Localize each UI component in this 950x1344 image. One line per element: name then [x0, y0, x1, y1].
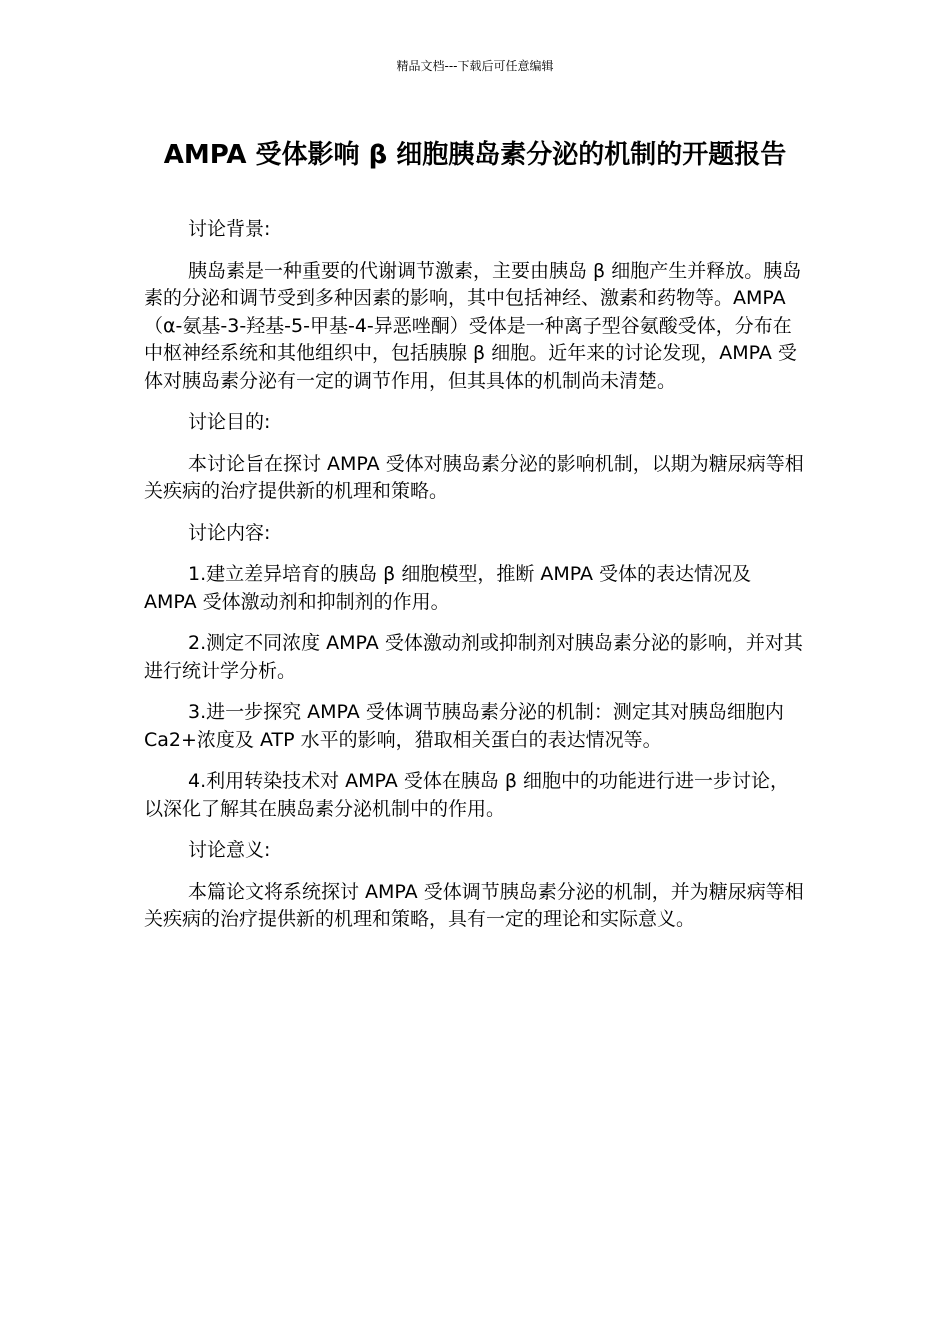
section-heading-content: 讨论内容:	[188, 521, 271, 544]
section-heading-purpose: 讨论目的:	[188, 411, 271, 433]
list-item-content-3: 3.进一步探究 AMPA 受体调节胰岛素分泌的机制：测定其对胰岛细胞内 Ca2+浓度及 ATP 水平的影响，猎取相关蛋白的表达情况等。	[144, 701, 784, 751]
section-heading-significance: 讨论意义:	[188, 839, 271, 861]
list-item-content-4: 4.利用转染技术对 AMPA 受体在胰岛 β 细胞中的功能进行进一步讨论，以深化了解其在胰岛素分泌机制中的作用。	[144, 770, 790, 820]
document-title: AMPA 受体影响 β 细胞胰岛素分泌的机制的开题报告	[163, 140, 787, 170]
list-item-content-2: 2.测定不同浓度 AMPA 受体激动剂或抑制剂对胰岛素分泌的影响，并对其进行统计学分析。	[144, 632, 803, 682]
paragraph-background: 胰岛素是一种重要的代谢调节激素，主要由胰岛 β 细胞产生并释放。胰岛素的分泌和调节受到多种因素的影响，其中包括神经、激素和药物等。AMPA（α-氨基-3-羟基-5-甲基-4-异恶唑酮）受体是一种离子型谷氨酸受体，分布在中枢神经系统和其他组织中，包括胰腺 β 细胞。近年来的讨论发现，AMPA 受体对胰岛素分泌有一定的调节作用，但其具体的机制尚未清楚。	[144, 259, 802, 392]
list-item-content-1: 1.建立差异培育的胰岛 β 细胞模型，推断 AMPA 受体的表达情况及 AMPA 受体激动剂和抑制剂的作用。	[144, 563, 752, 613]
paragraph-significance: 本篇论文将系统探讨 AMPA 受体调节胰岛素分泌的机制，并为糖尿病等相关疾病的治疗提供新的机理和策略，具有一定的理论和实际意义。	[144, 880, 804, 930]
document-body	[144, 216, 808, 948]
section-heading-background: 讨论背景:	[188, 218, 271, 240]
paragraph-purpose: 本讨论旨在探讨 AMPA 受体对胰岛素分泌的影响机制，以期为糖尿病等相关疾病的治疗提供新的机理和策略。	[144, 452, 804, 502]
header-note: 精品文档---下载后可任意编辑	[396, 59, 554, 73]
